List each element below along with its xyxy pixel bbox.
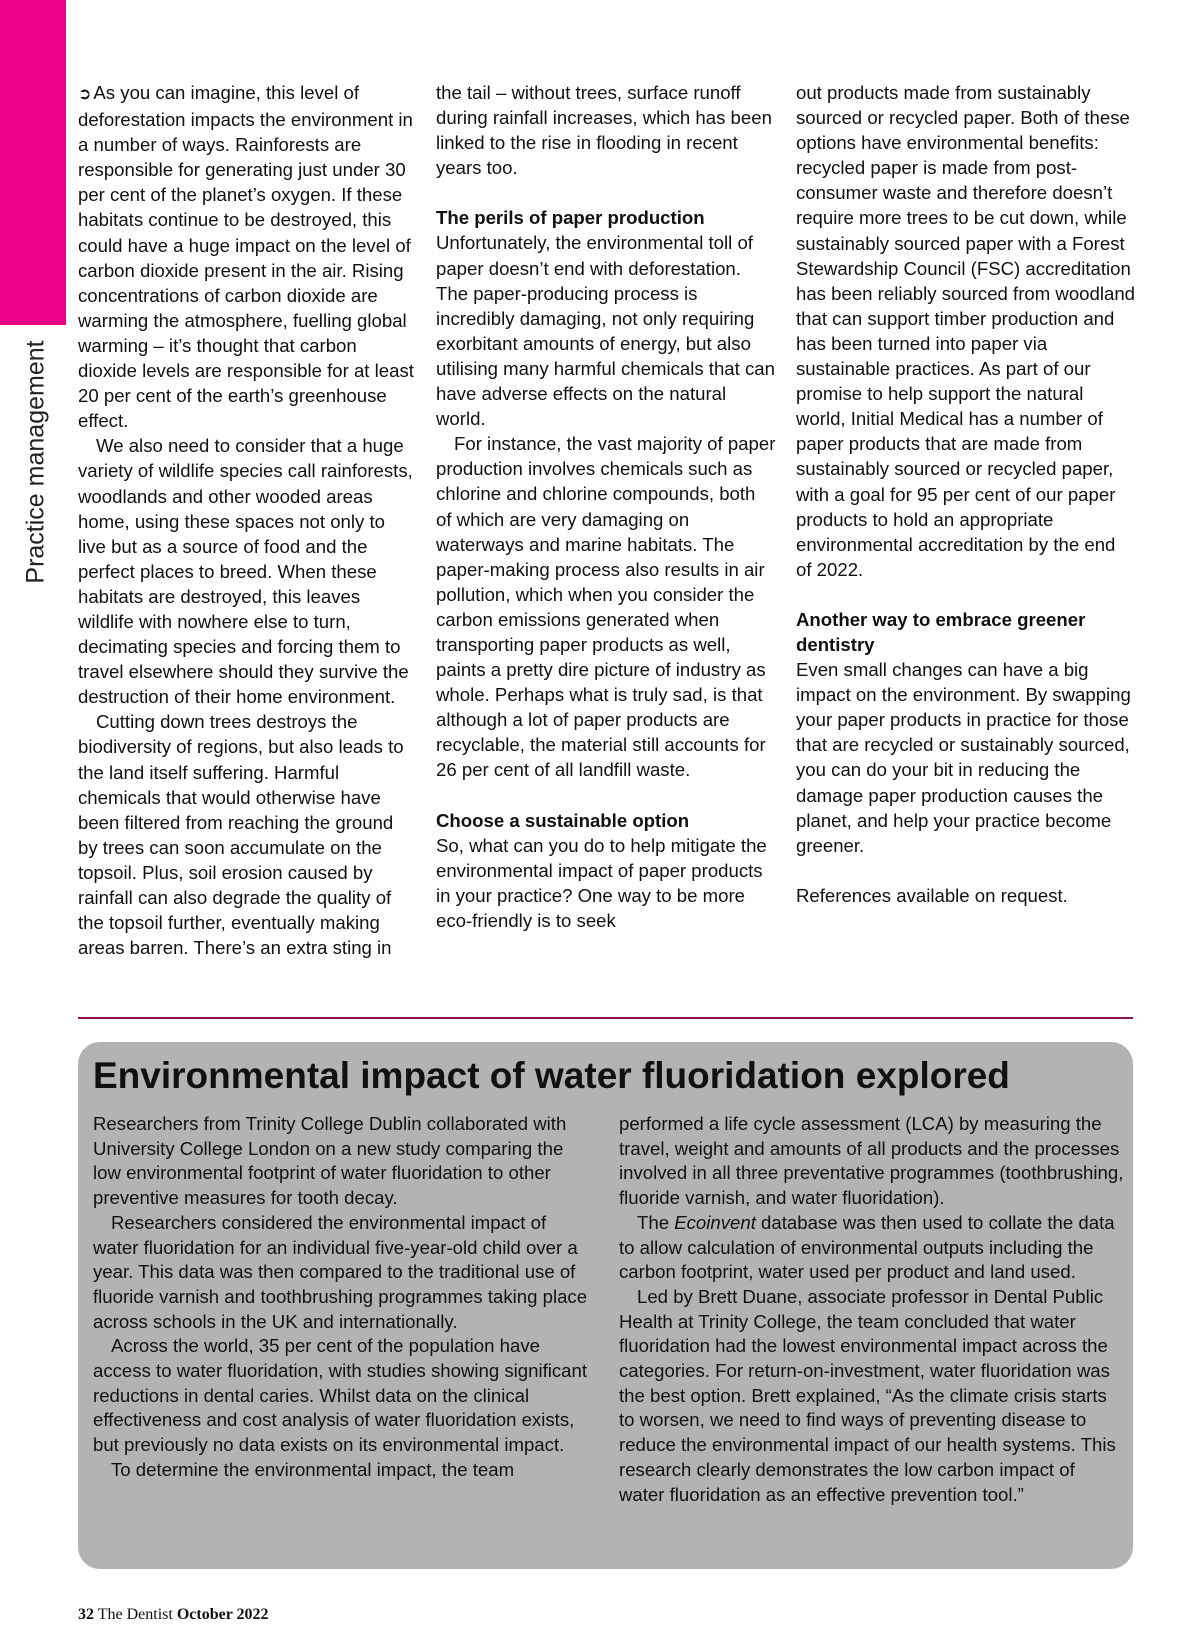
article-paragraph: Even small changes can have a big impact on the environment. By swapping your paper products in practice for those that are recycled or sustainably sourced, you can do your bit in reducing the damage paper production causes the planet, and help your practice become greener. (796, 659, 1131, 856)
sidebar-paragraph: Across the world, 35 per cent of the population have access to water fluoridation, with studies showing significant reductions in dental caries. Whilst data on the clinical effectiveness and cost analysis of water fluoridation exists, but previously no data exists on its environmental impact. (93, 1335, 588, 1456)
sidebar-column-2 (619, 1112, 1124, 1507)
article-paragraph: the tail – without trees, surface runoff during rainfall increases, which has been linked to the rise in flooding in recent years too. (436, 82, 772, 179)
article-paragraph: ➲ As you can imagine, this level of deforestation impacts the environment in a number of ways. Rainforests are responsible for generating just under 30 per cent of the planet’s oxygen. If these habitats continue to be destroyed, this could have a huge impact on the level of carbon dioxide present in the air. Rising concentrations of carbon dioxide are warming the atmosphere, fuelling global warming – it’s thought that carbon dioxide levels are responsible for at least 20 per cent of the earth’s greenhouse effect. (78, 82, 414, 432)
article-column-3 (796, 80, 1136, 908)
subheading: Another way to embrace greener dentistry (796, 608, 1086, 655)
sidebar-column-1 (93, 1112, 593, 1483)
subheading: The perils of paper production (436, 207, 705, 229)
references-note: References available on request. (796, 884, 1068, 906)
article-paragraph: So, what can you do to help mitigate the environmental impact of paper products in your practice? One way to be more eco-friendly is to seek (436, 834, 767, 931)
page-number: 32 (78, 1606, 94, 1623)
publication-name: The Dentist (97, 1606, 173, 1623)
section-label: Practice management (21, 340, 50, 584)
sidebar-paragraph: To determine the environmental impact, the team (111, 1458, 515, 1480)
article-column-1 (78, 80, 418, 960)
sidebar-paragraph: Researchers considered the environmental impact of water fluoridation for an individual five-year-old child over a year. This data was then compared to the traditional use of fluoride varnish and toothbrushing programmes taking place across schools in the UK and internationally. (93, 1211, 588, 1332)
article-paragraph: out products made from sustainably sourced or recycled paper. Both of these options have environmental benefits: recycled paper is made from post-consumer waste and therefore doesn’t require more trees to be cut down, while sustainably sourced paper with a Forest Stewardship Council (FSC) accreditation has been reliably sourced from woodland that can support timber production and has been turned into paper via sustainable practices. As part of our promise to help support the natural world, Initial Medical has a number of paper products that are made from sustainably sourced or recycled paper, with a goal for 95 per cent of our paper products to hold an appropriate environmental accreditation by the end of 2022. (796, 82, 1136, 580)
continued-arrow-icon: ➲ (78, 86, 92, 103)
subheading: Choose a sustainable option (436, 809, 690, 831)
sidebar-title: Environmental impact of water fluoridation explored (93, 1055, 1010, 1096)
page-footer (78, 1606, 269, 1624)
section-color-bar (0, 0, 66, 325)
article-paragraph: We also need to consider that a huge variety of wildlife species call rainforests, woodlands and other wooded areas home, using these spaces not only to live but as a source of food and the perfect places to breed. When these habitats are destroyed, this leaves wildlife with nowhere else to turn, decimating species and forcing them to travel elsewhere should they survive the destruction of their home environment. (78, 435, 413, 708)
article-column-2 (436, 80, 776, 933)
issue-date: October 2022 (176, 1606, 269, 1623)
sidebar-paragraph: Researchers from Trinity College Dublin collaborated with University College London on a new study comparing the low environmental footprint of water fluoridation to other preventive measures for tooth decay. (93, 1113, 567, 1209)
sidebar-paragraph: The Ecoinvent database was then used to collate the data to allow calculation of environmental outputs including the carbon footprint, water used per product and land used. (619, 1211, 1115, 1283)
article-paragraph: Unfortunately, the environmental toll of paper doesn’t end with deforestation. The paper-producing process is incredibly damaging, not only requiring exorbitant amounts of energy, but also utilising many harmful chemicals that can have adverse effects on the natural world. (436, 232, 775, 430)
divider-rule (78, 1017, 1133, 1019)
sidebar-paragraph: Led by Brett Duane, associate professor in Dental Public Health at Trinity College, the team concluded that water fluoridation had the lowest environmental impact across the categories. For return-on-investment, water fluoridation was the best option. Brett explained, “As the climate crisis starts to worsen, we need to find ways of preventing disease to reduce the environmental impact of our health systems. This research clearly demonstrates the low carbon impact of water fluoridation as an effective prevention tool.” (619, 1285, 1116, 1505)
sidebar-paragraph: performed a life cycle assessment (LCA) by measuring the travel, weight and amounts of all products and the processes involved in all three preventative programmes (toothbrushing, fluoride varnish, and water fluoridation). (619, 1113, 1124, 1209)
article-paragraph: Cutting down trees destroys the biodiversity of regions, but also leads to the land itself suffering. Harmful chemicals that would otherwise have been filtered from reaching the ground by trees can soon accumulate on the topsoil. Plus, soil erosion caused by rainfall can also degrade the quality of the topsoil further, eventually making areas barren. There’s an extra sting in (78, 711, 404, 959)
database-name: Ecoinvent (674, 1211, 756, 1233)
article-paragraph: For instance, the vast majority of paper production involves chemicals such as chlorine and chlorine compounds, both of which are very damaging on waterways and marine habitats. The paper-making process also results in air pollution, which when you consider the carbon emissions generated when transporting paper products as well, paints a pretty dire picture of industry as whole. Perhaps what is truly sad, is that although a lot of paper products are recyclable, the material still accounts for 26 per cent of all landfill waste. (436, 433, 776, 781)
